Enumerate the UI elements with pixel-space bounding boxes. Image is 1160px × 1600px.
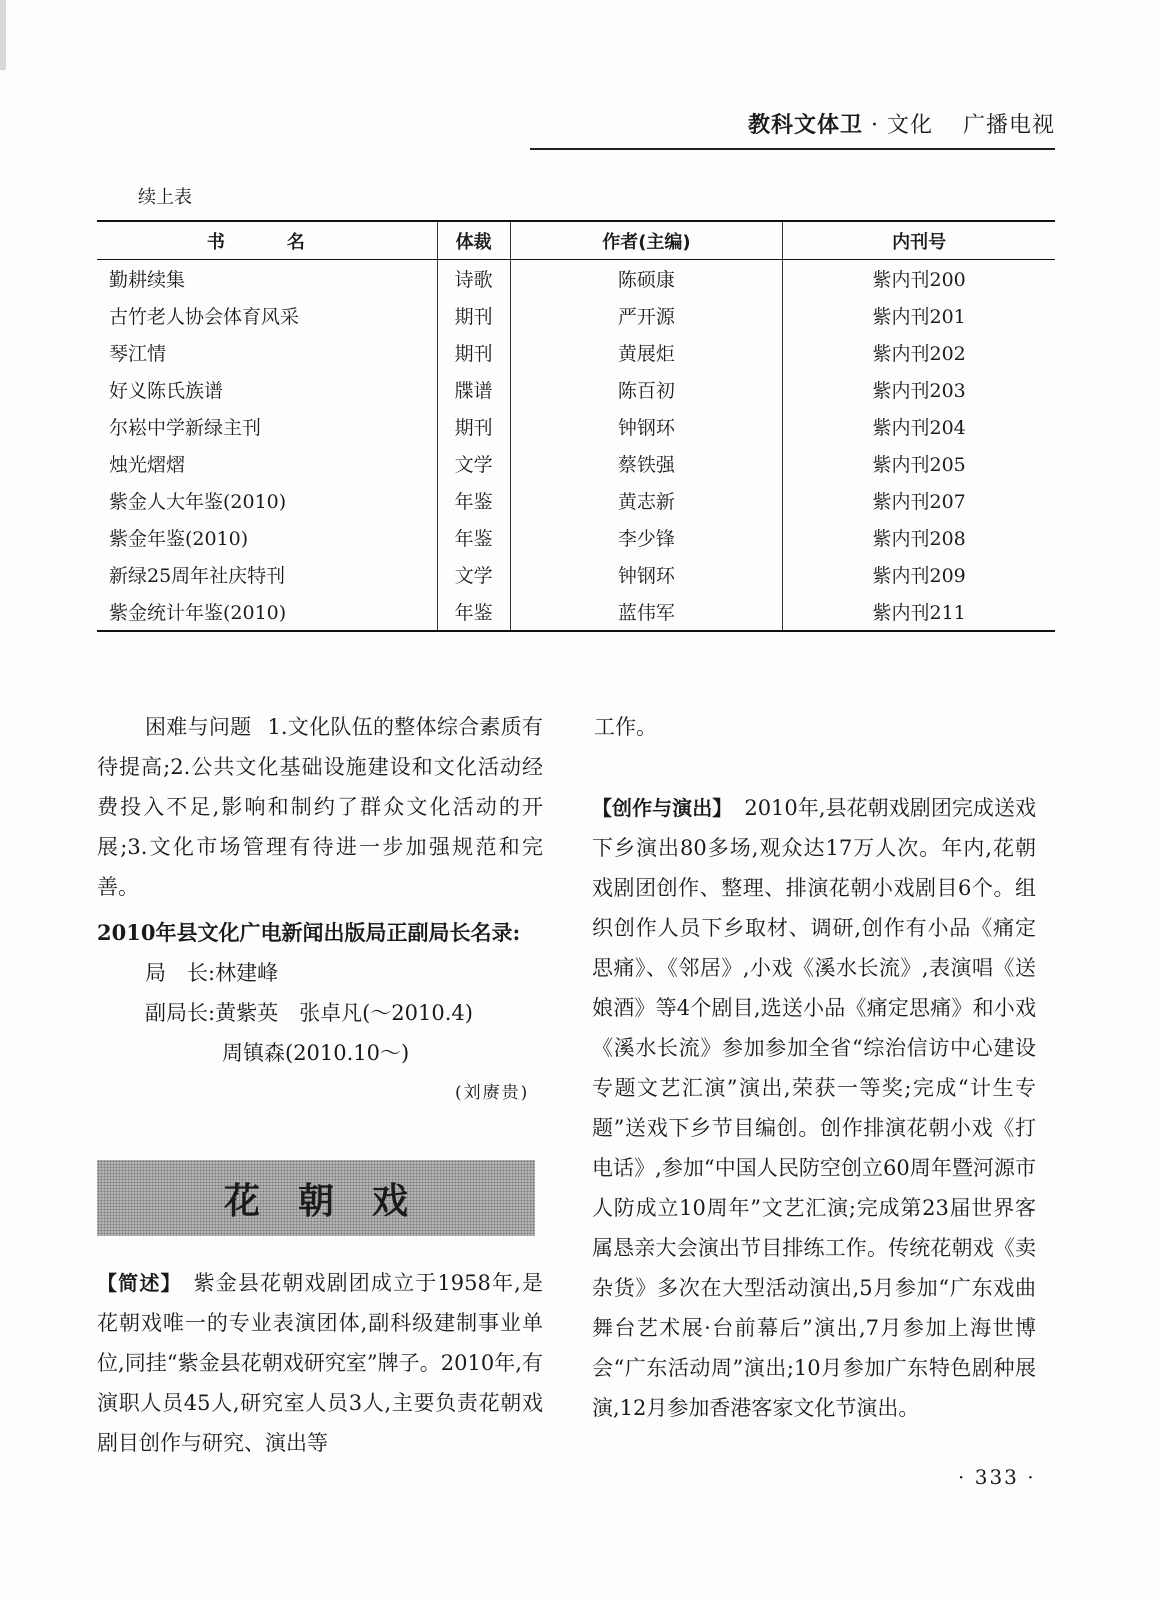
internal-number-cell: 紫内刊202 (783, 334, 1055, 371)
roster-heading: 2010年县文化广电新闻出版局正副局长名录: (97, 920, 521, 945)
genre-cell: 年鉴 (437, 593, 510, 631)
internal-number-cell: 紫内刊201 (783, 297, 1055, 334)
genre-cell: 期刊 (437, 297, 510, 334)
overview-continued: 工作。 (594, 715, 657, 739)
running-header (530, 108, 1055, 139)
table-header-row (97, 221, 1055, 260)
section-title: 花朝戏 (223, 1179, 446, 1222)
difficulties-text: 1.文化队伍的整体综合素质有待提高;2.公共文化基础设施建设和文化活动经费投入不足,影响和制约了群众文化活动的开展;3.文化市场管理有待进一步加强规范和完善。 (97, 715, 544, 899)
table-row (97, 593, 1055, 631)
book-table (97, 220, 1055, 632)
table-caption: 续上表 (138, 187, 192, 208)
author-cell: 钟钢环 (510, 408, 783, 445)
internal-number-cell: 紫内刊208 (783, 519, 1055, 556)
internal-number-cell: 紫内刊207 (783, 482, 1055, 519)
internal-number-cell: 紫内刊203 (783, 371, 1055, 408)
table-row (97, 334, 1055, 371)
difficulties-label: 困难与问题 (145, 715, 252, 739)
genre-cell: 年鉴 (437, 519, 510, 556)
genre-cell: 期刊 (437, 334, 510, 371)
table-row (97, 519, 1055, 556)
genre-cell: 文学 (437, 445, 510, 482)
header-category: 文化 (886, 113, 933, 138)
author-cell: 蔡铁强 (510, 445, 783, 482)
header-genre: 体裁 (437, 221, 510, 260)
book-title-cell: 紫金人大年鉴(2010) (109, 491, 287, 513)
overview-tag: 【简述】 (97, 1271, 182, 1295)
author-cell: 黄展炬 (510, 334, 783, 371)
book-title-cell: 勤耕续集 (109, 269, 186, 291)
internal-number-cell: 紫内刊209 (783, 556, 1055, 593)
author-cell: 陈硕康 (510, 260, 783, 298)
book-title-cell: 尔崧中学新绿主刊 (109, 417, 262, 439)
table-row (97, 445, 1055, 482)
book-title-cell: 琴江情 (109, 343, 167, 365)
genre-cell: 期刊 (437, 408, 510, 445)
page-number: · 333 · (958, 1465, 1036, 1489)
book-title-cell: 紫金统计年鉴(2010) (97, 593, 437, 631)
difficulties-paragraph (97, 707, 543, 907)
roster-deputy: 副局长:黄紫英 张卓凡(～2010.4) (145, 1001, 473, 1025)
header-title: 书 名 (97, 221, 437, 260)
genre-cell: 牒谱 (437, 371, 510, 408)
author-cell: 黄志新 (510, 482, 783, 519)
performances-text: 2010年,县花朝戏剧团完成送戏下乡演出80多场,观众达17万人次。年内,花朝戏剧团创作、整理、排演花朝小戏剧目6个。组织创作人员下乡取材、调研,创作有小品《痛定思痛》、《邻居》,小戏《溪水长流》,表演唱《送娘酒》等4个剧目,选送小品《痛定思痛》和小戏《溪水长流》参加参加全省“综治信访中心建设专题文艺汇演”演出,荣获一等奖;完成“计生专题”送戏下乡节目编创。创作排演花朝小戏《打电话》,参加“中国人民防空创立60周年暨河源市人防成立10周年”文艺汇演;完成第23届世界客属恳亲大会演出节目排练工作。传统花朝戏《卖杂货》多次在大型活动演出,5月参加“广东戏曲舞台艺术展·台前幕后”演出,7月参加上海世博会“广东活动周”演出;10月参加广东特色剧种展演,12月参加香港客家文化节演出。 (592, 796, 1036, 1420)
book-title-cell: 新绿25周年社庆特刊 (109, 565, 286, 587)
author-cell: 蓝伟军 (510, 593, 783, 631)
table-row (97, 371, 1055, 408)
table-row (97, 408, 1055, 445)
roster-author: (刘赓贵) (455, 1083, 530, 1103)
roster-director: 局 长:林建峰 (145, 961, 279, 985)
overview-text: 紫金县花朝戏剧团成立于1958年,是花朝戏唯一的专业表演团体,副科级建制事业单位,同挂“紫金县花朝戏研究室”牌子。2010年,有演职人员45人,研究室人员3人,主要负责花朝戏剧目创作与研究、演出等 (97, 1271, 543, 1455)
scan-edge-mark (0, 0, 6, 70)
header-separator: · (870, 113, 879, 138)
book-title-cell: 古竹老人协会体育风采 (109, 306, 300, 328)
author-cell: 李少锋 (510, 519, 783, 556)
genre-cell: 年鉴 (437, 482, 510, 519)
section-banner (97, 1160, 535, 1236)
book-title-cell: 烛光熠熠 (109, 454, 186, 476)
book-title-cell: 好义陈氏族谱 (109, 380, 224, 402)
table-row (97, 556, 1055, 593)
roster-deputy-continued: 周镇森(2010.10～) (222, 1041, 410, 1065)
header-rule (530, 148, 1055, 150)
internal-number-cell: 紫内刊200 (783, 260, 1055, 298)
internal-number-cell: 紫内刊204 (783, 408, 1055, 445)
header-section: 教科文体卫 (747, 112, 863, 138)
performances-tag: 【创作与演出】 (592, 796, 733, 820)
book-title-cell: 紫金年鉴(2010) (109, 528, 249, 550)
internal-number-cell: 紫内刊211 (783, 593, 1055, 631)
table-row (97, 482, 1055, 519)
header-subcategory: 广播电视 (962, 113, 1055, 138)
internal-number-cell: 紫内刊205 (783, 445, 1055, 482)
performances-paragraph (592, 788, 1036, 1428)
author-cell: 钟钢环 (510, 556, 783, 593)
overview-paragraph (97, 1263, 543, 1463)
author-cell: 严开源 (510, 297, 783, 334)
genre-cell: 文学 (437, 556, 510, 593)
header-internal-number: 内刊号 (783, 221, 1055, 260)
table-row (97, 297, 1055, 334)
header-author: 作者(主编) (510, 221, 783, 260)
author-cell: 陈百初 (510, 371, 783, 408)
genre-cell: 诗歌 (437, 260, 510, 298)
table-row (97, 260, 1055, 298)
